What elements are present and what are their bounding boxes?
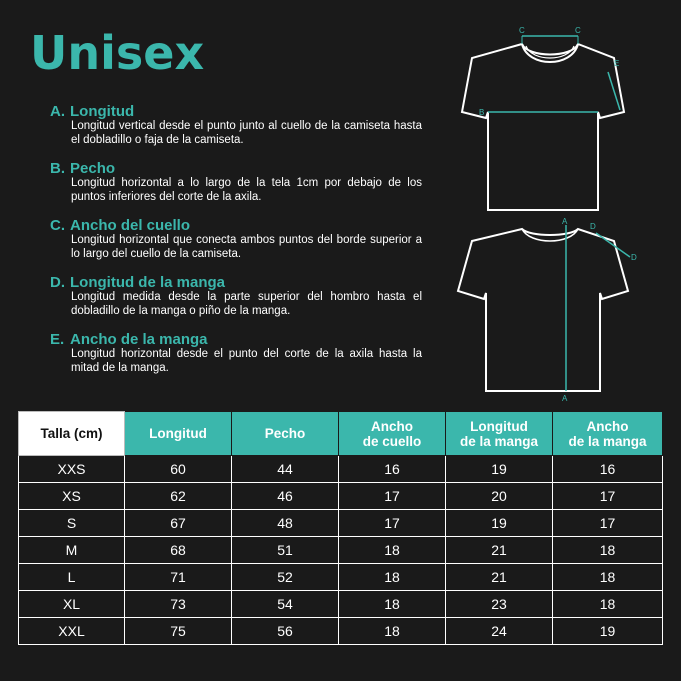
tshirt-front-diagram bbox=[450, 22, 650, 217]
measurement-cell: 21 bbox=[446, 537, 553, 564]
collar-outline bbox=[522, 44, 578, 62]
measurement-cell: 19 bbox=[446, 510, 553, 537]
definition-name: Longitud de la manga bbox=[70, 274, 226, 291]
measurement-cell: 60 bbox=[125, 456, 232, 483]
measurement-cell: 17 bbox=[339, 483, 446, 510]
label-c: C bbox=[575, 26, 581, 35]
definition-name: Longitud bbox=[70, 103, 135, 120]
measurement-cell: 17 bbox=[339, 510, 446, 537]
measurement-cell: 18 bbox=[339, 564, 446, 591]
measurement-cell: 17 bbox=[553, 510, 663, 537]
measurement-cell: 62 bbox=[125, 483, 232, 510]
measurement-cell: 68 bbox=[125, 537, 232, 564]
measurement-cell: 18 bbox=[339, 618, 446, 645]
measurement-cell: 67 bbox=[125, 510, 232, 537]
tshirt-back-diagram bbox=[450, 215, 650, 405]
measurement-cell: 44 bbox=[232, 456, 339, 483]
measurement-cell: 19 bbox=[446, 456, 553, 483]
measurement-cell: 48 bbox=[232, 510, 339, 537]
measurement-cell: 21 bbox=[446, 564, 553, 591]
measurement-cell: 18 bbox=[553, 537, 663, 564]
table-header-row bbox=[19, 412, 663, 456]
measurement-cell: 75 bbox=[125, 618, 232, 645]
column-header: Pecho bbox=[232, 412, 339, 456]
size-cell: XS bbox=[19, 483, 125, 510]
tshirt-outline bbox=[458, 229, 628, 391]
size-cell: L bbox=[19, 564, 125, 591]
measurement-cell: 46 bbox=[232, 483, 339, 510]
measurement-cell: 16 bbox=[339, 456, 446, 483]
label-d: D bbox=[631, 253, 637, 262]
definition-letter: A. bbox=[50, 103, 65, 120]
definition-letter: B. bbox=[50, 160, 65, 177]
definition-e bbox=[50, 331, 422, 375]
definition-letter: E. bbox=[50, 331, 65, 348]
measurement-cell: 16 bbox=[553, 456, 663, 483]
table-row bbox=[19, 483, 663, 510]
definition-letter: D. bbox=[50, 274, 65, 291]
measurement-cell: 18 bbox=[553, 591, 663, 618]
definitions-list bbox=[50, 103, 422, 388]
size-table bbox=[18, 411, 663, 645]
measurement-cell: 24 bbox=[446, 618, 553, 645]
column-header: Ancho de cuello bbox=[339, 412, 446, 456]
label-c: C bbox=[519, 26, 525, 35]
column-header: Longitud de la manga bbox=[446, 412, 553, 456]
table-row bbox=[19, 510, 663, 537]
table-row bbox=[19, 564, 663, 591]
measurement-cell: 73 bbox=[125, 591, 232, 618]
definition-name: Ancho de la manga bbox=[70, 331, 208, 348]
measurement-cell: 17 bbox=[553, 483, 663, 510]
label-b: B bbox=[479, 108, 485, 117]
label-a: A bbox=[562, 394, 568, 403]
definition-text: Longitud horizontal que conecta ambos puntos del borde superior a lo largo del cuello de la camiseta. bbox=[71, 234, 422, 260]
measurement-cell: 52 bbox=[232, 564, 339, 591]
definition-name: Ancho del cuello bbox=[70, 217, 191, 234]
column-header: Longitud bbox=[125, 412, 232, 456]
measurement-cell: 18 bbox=[553, 564, 663, 591]
measurement-cell: 23 bbox=[446, 591, 553, 618]
definition-c bbox=[50, 217, 422, 261]
definition-a bbox=[50, 103, 422, 147]
definition-letter: C. bbox=[50, 217, 65, 234]
size-cell: M bbox=[19, 537, 125, 564]
measurement-cell: 71 bbox=[125, 564, 232, 591]
table-row bbox=[19, 591, 663, 618]
definition-b bbox=[50, 160, 422, 204]
size-cell: XL bbox=[19, 591, 125, 618]
definition-d bbox=[50, 274, 422, 318]
measurement-cell: 20 bbox=[446, 483, 553, 510]
table-row bbox=[19, 537, 663, 564]
label-e: E bbox=[614, 59, 620, 68]
label-d: D bbox=[590, 222, 596, 231]
tshirt-outline bbox=[462, 44, 624, 210]
definition-name: Pecho bbox=[70, 160, 116, 177]
definition-text: Longitud horizontal a lo largo de la tela 1cm por debajo de los puntos inferiores del corte de la axila. bbox=[71, 177, 422, 203]
table-row bbox=[19, 456, 663, 483]
definition-text: Longitud vertical desde el punto junto al cuello de la camiseta hasta el dobladillo o faja de la camiseta. bbox=[71, 120, 422, 146]
measurement-cell: 18 bbox=[339, 591, 446, 618]
size-cell: XXS bbox=[19, 456, 125, 483]
size-cell: XXL bbox=[19, 618, 125, 645]
measurement-cell: 18 bbox=[339, 537, 446, 564]
column-header: Ancho de la manga bbox=[553, 412, 663, 456]
size-cell: S bbox=[19, 510, 125, 537]
definition-text: Longitud medida desde la parte superior del hombro hasta el dobladillo de la manga o piño de la manga. bbox=[71, 291, 422, 317]
measurement-cell: 54 bbox=[232, 591, 339, 618]
definition-text: Longitud horizontal desde el punto del corte de la axila hasta la mitad de la manga. bbox=[71, 348, 422, 374]
label-a: A bbox=[562, 217, 568, 226]
sleeve-length-line bbox=[596, 233, 630, 257]
measurement-cell: 56 bbox=[232, 618, 339, 645]
page-title: Unisex bbox=[30, 26, 205, 80]
measurement-cell: 19 bbox=[553, 618, 663, 645]
measurement-cell: 51 bbox=[232, 537, 339, 564]
table-row bbox=[19, 618, 663, 645]
column-header: Talla (cm) bbox=[19, 412, 125, 456]
